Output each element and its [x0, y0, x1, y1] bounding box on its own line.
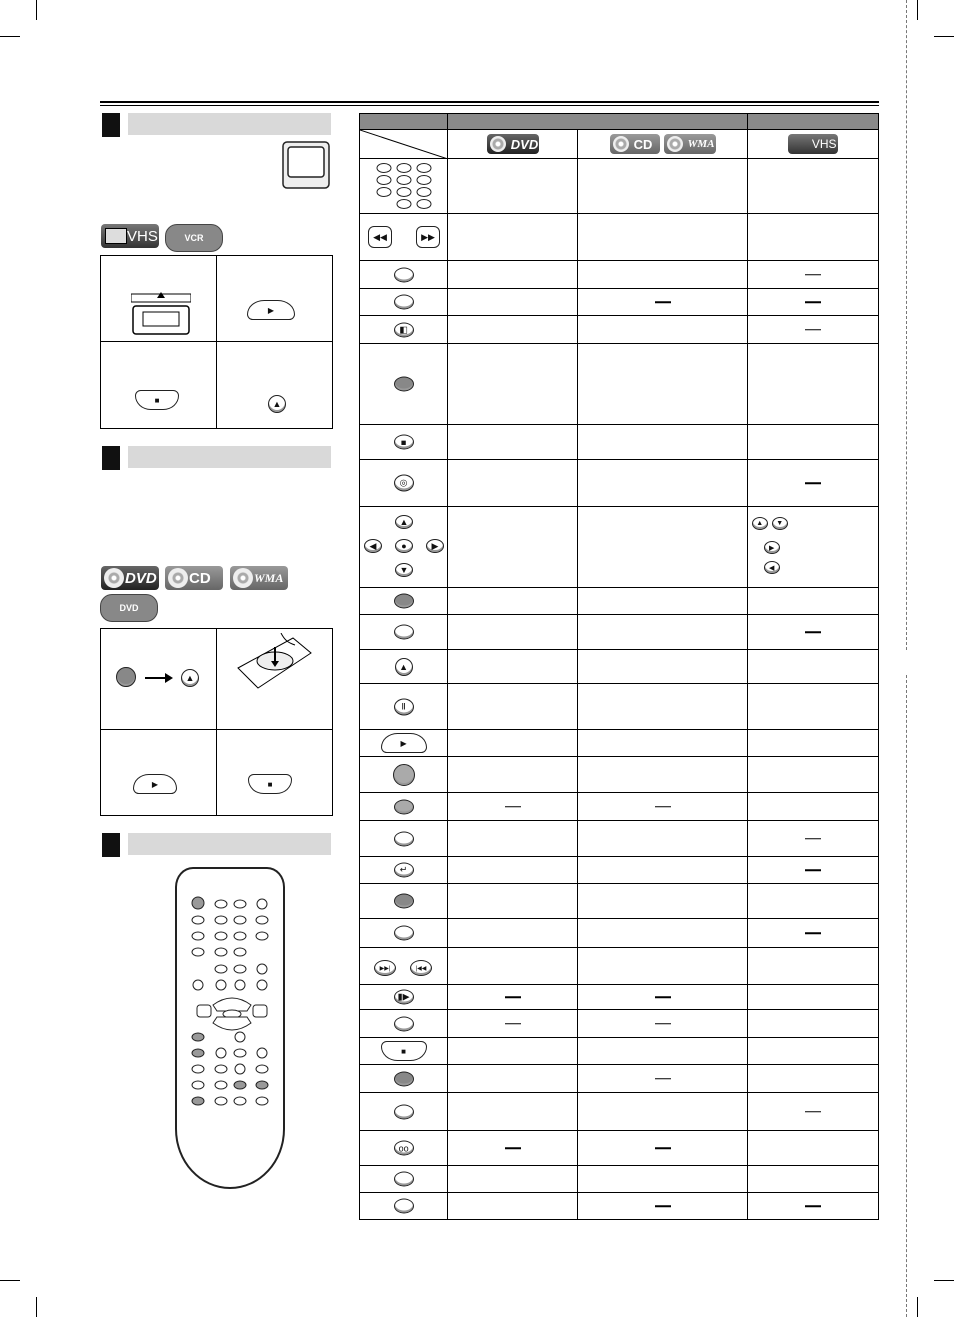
table-row	[360, 857, 879, 884]
dvd-cell	[448, 948, 578, 985]
cd-wma-cell	[578, 919, 747, 948]
cd-wma-cell	[578, 1010, 747, 1038]
button-cell	[360, 159, 448, 214]
remote-control-icon	[175, 867, 285, 1189]
button-cell: Ⅱ	[360, 684, 448, 730]
dvd-disc-icon	[104, 568, 124, 588]
button-cell	[360, 615, 448, 650]
dvd-cell	[448, 1038, 578, 1065]
button-cell: ↵	[360, 857, 448, 884]
dvd-cell	[448, 1065, 578, 1093]
cd-wma-cell	[578, 793, 747, 821]
cd-wma-cell	[578, 948, 747, 985]
button-cell	[360, 1093, 448, 1131]
table-row	[360, 985, 879, 1010]
crop-mark	[917, 0, 918, 20]
dvd-cell	[448, 1010, 578, 1038]
button-cell: ■	[360, 1038, 448, 1065]
vhs-column-header	[747, 130, 878, 159]
vhs-cell	[747, 1038, 878, 1065]
cd-wma-cell	[578, 1065, 747, 1093]
dvd-cell	[448, 919, 578, 948]
header-rule	[100, 105, 879, 106]
cd-wma-column-header	[578, 130, 747, 159]
crop-mark	[36, 1297, 37, 1317]
table-row	[360, 460, 879, 507]
table-row	[360, 730, 879, 757]
vcr-switch-label: VCR	[184, 233, 204, 243]
play-button-icon: ▶	[247, 300, 295, 320]
dvd-cell	[448, 316, 578, 344]
vhs-label: VHS	[127, 227, 158, 245]
button-function-table	[359, 113, 879, 1220]
diagonal-corner-cell	[360, 130, 448, 159]
crop-mark	[934, 36, 954, 37]
section-number-1	[102, 113, 120, 137]
wma-header-label: WMA	[687, 138, 715, 150]
button-cell: oo	[360, 1131, 448, 1166]
cd-disc-icon	[168, 568, 188, 588]
section-heading-bar-1	[128, 113, 331, 135]
section-number-2	[102, 446, 120, 470]
dvd-switch-badge	[100, 594, 158, 622]
button-cell: ▮▶	[360, 985, 448, 1010]
button-cell	[360, 344, 448, 425]
button-cell	[360, 821, 448, 857]
dvd-cell	[448, 857, 578, 884]
vhs-cell	[747, 214, 878, 261]
cd-wma-cell	[578, 884, 747, 919]
dvd-cell	[448, 289, 578, 316]
dvd-cell	[448, 1166, 578, 1193]
cd-wma-cell	[578, 650, 747, 684]
section-heading-bar-2	[128, 446, 331, 468]
cd-wma-cell	[578, 857, 747, 884]
disc-tray-icon	[233, 633, 313, 693]
dvd-header-label: DVD	[510, 136, 539, 152]
table-row	[360, 615, 879, 650]
wma-disc-icon	[667, 136, 683, 152]
dvd-cell	[448, 1193, 578, 1220]
vhs-cell	[747, 884, 878, 919]
remote-buttons-diagram	[177, 869, 283, 1187]
dvd-cell	[448, 793, 578, 821]
cd-wma-cell	[578, 684, 747, 730]
button-cell	[360, 261, 448, 289]
vhs-header-label: VHS	[811, 137, 837, 151]
cd-wma-cell	[578, 261, 747, 289]
button-cell: ▲ ◀ ● ▶ ▼	[360, 507, 448, 588]
table-row	[360, 1093, 879, 1131]
dvd-cell	[448, 757, 578, 793]
table-row	[360, 793, 879, 821]
vhs-cell	[747, 1010, 878, 1038]
vhs-badge	[101, 224, 159, 248]
table-row	[360, 289, 879, 316]
vhs-cell	[747, 985, 878, 1010]
cd-wma-cell	[578, 588, 747, 615]
crop-mark	[917, 1297, 918, 1317]
vhs-cell	[747, 289, 878, 316]
table-row	[360, 588, 879, 615]
dvd-cell	[448, 985, 578, 1010]
cd-badge	[165, 566, 223, 590]
header-tape-col	[747, 114, 878, 130]
stop-button-icon: ■	[135, 390, 179, 410]
vhs-cell	[747, 344, 878, 425]
stop-button-icon: ■	[248, 774, 292, 794]
cut-line	[906, 675, 907, 1317]
wma-label: WMA	[254, 570, 284, 585]
vhs-cell	[747, 1131, 878, 1166]
button-cell	[360, 289, 448, 316]
dvd-cell	[448, 821, 578, 857]
table-row	[360, 884, 879, 919]
button-cell: ■	[360, 425, 448, 460]
dvd-cell	[448, 159, 578, 214]
cd-header-label: CD	[633, 136, 653, 152]
table-row	[360, 507, 879, 588]
cd-wma-cell	[578, 1131, 747, 1166]
dvd-cell	[448, 615, 578, 650]
table-row	[360, 261, 879, 289]
header-rule	[100, 101, 879, 103]
cd-wma-cell	[578, 615, 747, 650]
vhs-cassette-icon	[105, 228, 127, 244]
vhs-cell	[747, 684, 878, 730]
cd-wma-cell	[578, 460, 747, 507]
wma-badge	[230, 566, 288, 590]
table-row	[360, 1010, 879, 1038]
cd-wma-cell	[578, 1193, 747, 1220]
cd-wma-cell	[578, 730, 747, 757]
button-cell: ▲	[360, 650, 448, 684]
vhs-steps-grid	[100, 255, 333, 429]
dvd-cell	[448, 214, 578, 261]
vhs-cell	[747, 730, 878, 757]
dvd-cell	[448, 650, 578, 684]
table-row	[360, 425, 879, 460]
vhs-insert-icon	[131, 292, 191, 336]
tv-icon	[282, 141, 330, 189]
dvd-cell	[448, 261, 578, 289]
vhs-cell	[747, 316, 878, 344]
crop-mark	[36, 0, 37, 20]
dvd-cell	[448, 684, 578, 730]
cd-wma-cell	[578, 289, 747, 316]
vhs-cell	[747, 857, 878, 884]
vhs-cell	[747, 650, 878, 684]
disc-steps-grid	[100, 628, 333, 816]
vhs-cell	[747, 821, 878, 857]
cd-wma-cell	[578, 757, 747, 793]
vhs-cell	[747, 261, 878, 289]
dvd-label: DVD	[125, 569, 157, 587]
eject-button-icon: ▲	[268, 395, 286, 413]
button-cell	[360, 793, 448, 821]
vhs-cell	[747, 793, 878, 821]
dvd-cell	[448, 884, 578, 919]
vhs-cell	[747, 588, 878, 615]
button-cell	[360, 919, 448, 948]
dvd-cell	[448, 507, 578, 588]
table-row	[360, 1166, 879, 1193]
table-row	[360, 316, 879, 344]
vhs-cell	[747, 159, 878, 214]
vhs-cell	[747, 425, 878, 460]
cd-wma-cell	[578, 507, 747, 588]
cd-wma-cell	[578, 316, 747, 344]
dvd-column-header	[448, 130, 578, 159]
button-cell	[360, 1166, 448, 1193]
table-row	[360, 919, 879, 948]
dvd-cell	[448, 1131, 578, 1166]
table-row	[360, 159, 879, 214]
vhs-cell	[747, 948, 878, 985]
dvd-switch-label: DVD	[119, 603, 139, 613]
table-row	[360, 344, 879, 425]
crop-mark	[934, 1280, 954, 1281]
vhs-cell	[747, 919, 878, 948]
vhs-cell: ▲ ▼ ▶ ◀	[747, 507, 878, 588]
button-cell	[360, 588, 448, 615]
vcr-switch-badge	[165, 224, 223, 252]
vhs-cell	[747, 757, 878, 793]
cut-line	[906, 0, 907, 650]
button-cell	[360, 1193, 448, 1220]
table-row	[360, 1065, 879, 1093]
dvd-cell	[448, 344, 578, 425]
dvd-cell	[448, 425, 578, 460]
table-row	[360, 684, 879, 730]
wma-disc-icon	[233, 568, 253, 588]
header-disc-col	[448, 114, 748, 130]
button-cell	[360, 1010, 448, 1038]
cd-wma-cell	[578, 159, 747, 214]
cd-wma-cell	[578, 985, 747, 1010]
arrow-right-icon	[145, 673, 173, 683]
table-row	[360, 1131, 879, 1166]
vhs-cell	[747, 1166, 878, 1193]
table-row	[360, 1038, 879, 1065]
dvd-badge	[101, 566, 159, 590]
open-close-button-icon: ▲	[181, 669, 199, 687]
button-cell	[360, 884, 448, 919]
table-row	[360, 650, 879, 684]
button-cell: ▶▶| |◀◀	[360, 948, 448, 985]
dvd-cell	[448, 588, 578, 615]
crop-mark	[0, 36, 20, 37]
table-row	[360, 948, 879, 985]
cd-wma-cell	[578, 1038, 747, 1065]
cd-wma-cell	[578, 425, 747, 460]
table-row	[360, 821, 879, 857]
button-cell: ◎	[360, 460, 448, 507]
cd-disc-icon	[613, 136, 629, 152]
vhs-cell	[747, 1193, 878, 1220]
button-cell	[360, 1065, 448, 1093]
cd-wma-cell	[578, 344, 747, 425]
dvd-disc-icon	[490, 136, 506, 152]
power-button-icon	[116, 667, 136, 687]
dvd-cell	[448, 1093, 578, 1131]
vhs-cell	[747, 615, 878, 650]
section-number-3	[102, 833, 120, 857]
cd-wma-cell	[578, 821, 747, 857]
vhs-cell	[747, 1093, 878, 1131]
dvd-cell	[448, 730, 578, 757]
cd-wma-cell	[578, 1166, 747, 1193]
table-row	[360, 214, 879, 261]
cd-label: CD	[189, 569, 211, 587]
button-cell: ◀◀ ▶▶	[360, 214, 448, 261]
crop-mark	[0, 1280, 20, 1281]
button-cell: ▶	[360, 730, 448, 757]
cd-wma-cell	[578, 214, 747, 261]
vhs-cell	[747, 1065, 878, 1093]
cd-wma-cell	[578, 1093, 747, 1131]
dvd-cell	[448, 460, 578, 507]
table-row	[360, 757, 879, 793]
play-button-icon: ▶	[133, 774, 177, 794]
button-cell: ◧	[360, 316, 448, 344]
table-row	[360, 1193, 879, 1220]
section-heading-bar-3	[128, 833, 331, 855]
vhs-cell	[747, 460, 878, 507]
button-cell	[360, 757, 448, 793]
header-button-col	[360, 114, 448, 130]
